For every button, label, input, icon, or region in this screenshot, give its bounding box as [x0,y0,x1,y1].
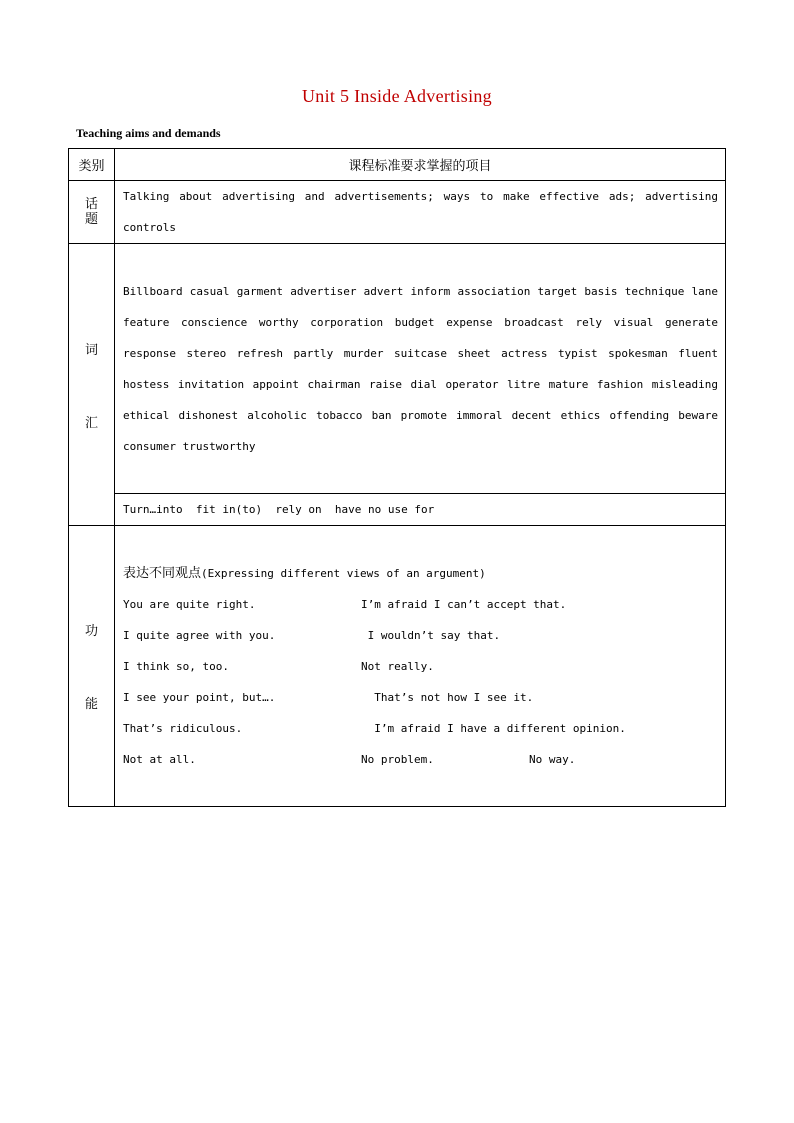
expression-item: I see your point, but…. [123,690,276,704]
function-heading-en: (Expressing different views of an argument) [201,566,486,580]
expression-item: I’m afraid I can’t accept that. [361,597,567,611]
topic-content [115,181,726,244]
topic-line: controls [123,221,176,234]
function-label-char: 能 [84,697,98,712]
expression-item: No problem. [361,752,434,766]
expression-item [529,713,718,744]
vocab-line: consumer trustworthy [123,439,256,453]
page-title: Unit 5 Inside Advertising [302,86,492,106]
vocab-line: feature conscience worthy corporation budget expense broadcast rely visual generate [123,315,718,329]
vocab-line: Billboard casual garment advertiser advert inform association target basis technique lane [123,284,718,298]
topic-label-char: 题 [84,212,98,227]
expression-item [529,620,718,651]
expression-item: Not really. [361,659,434,673]
aims-table [68,148,726,807]
vocab-label-char: 汇 [84,415,98,431]
topic-label-char: 话 [84,197,98,212]
expression-item: You are quite right. [123,597,256,611]
function-heading-cn: 表达不同观点 [123,565,202,581]
vocab-line: ethical dishonest alcoholic tobacco ban promote immoral decent ethics offending beware [123,408,718,422]
expression-item: I quite agree with you. [123,628,276,642]
vocab-label [69,244,115,526]
expression-grid [123,589,718,775]
vocab-line: hostess invitation appoint chairman raise dial operator litre mature fashion misleading [123,377,718,391]
expression-item: I think so, too. [123,659,229,673]
phrases-row [69,494,726,526]
function-label [69,526,115,807]
header-items: 课程标准要求掌握的项目 [115,149,726,181]
expression-item: I wouldn’t say that. [361,628,501,642]
expression-item [529,682,718,713]
vocab-content [115,244,726,494]
topic-line: Talking about advertising and advertisements; ways to make effective ads; advertising [123,190,718,203]
function-heading [123,558,718,589]
function-content [115,526,726,807]
expression-item: No way. [529,752,576,766]
expression-item: That’s ridiculous. [123,721,243,735]
function-row [69,526,726,807]
expression-item: I’m afraid I have a different opinion. [361,721,626,735]
vocab-row [69,244,726,494]
function-label-char: 功 [84,624,98,639]
topic-row [69,181,726,244]
section-subtitle: Teaching aims and demands [76,126,221,140]
vocab-label-char: 词 [84,342,98,358]
topic-label [69,181,115,244]
expression-item [529,651,718,682]
expression-item: Not at all. [123,752,196,766]
table-header-row [69,149,726,181]
vocab-phrases: Turn…into fit in(to) rely on have no use for [115,494,726,526]
expression-item: That’s not how I see it. [361,690,534,704]
header-category: 类别 [69,149,115,181]
vocab-line: response stereo refresh partly murder suitcase sheet actress typist spokesman fluent [123,346,718,360]
expression-item [529,589,718,620]
